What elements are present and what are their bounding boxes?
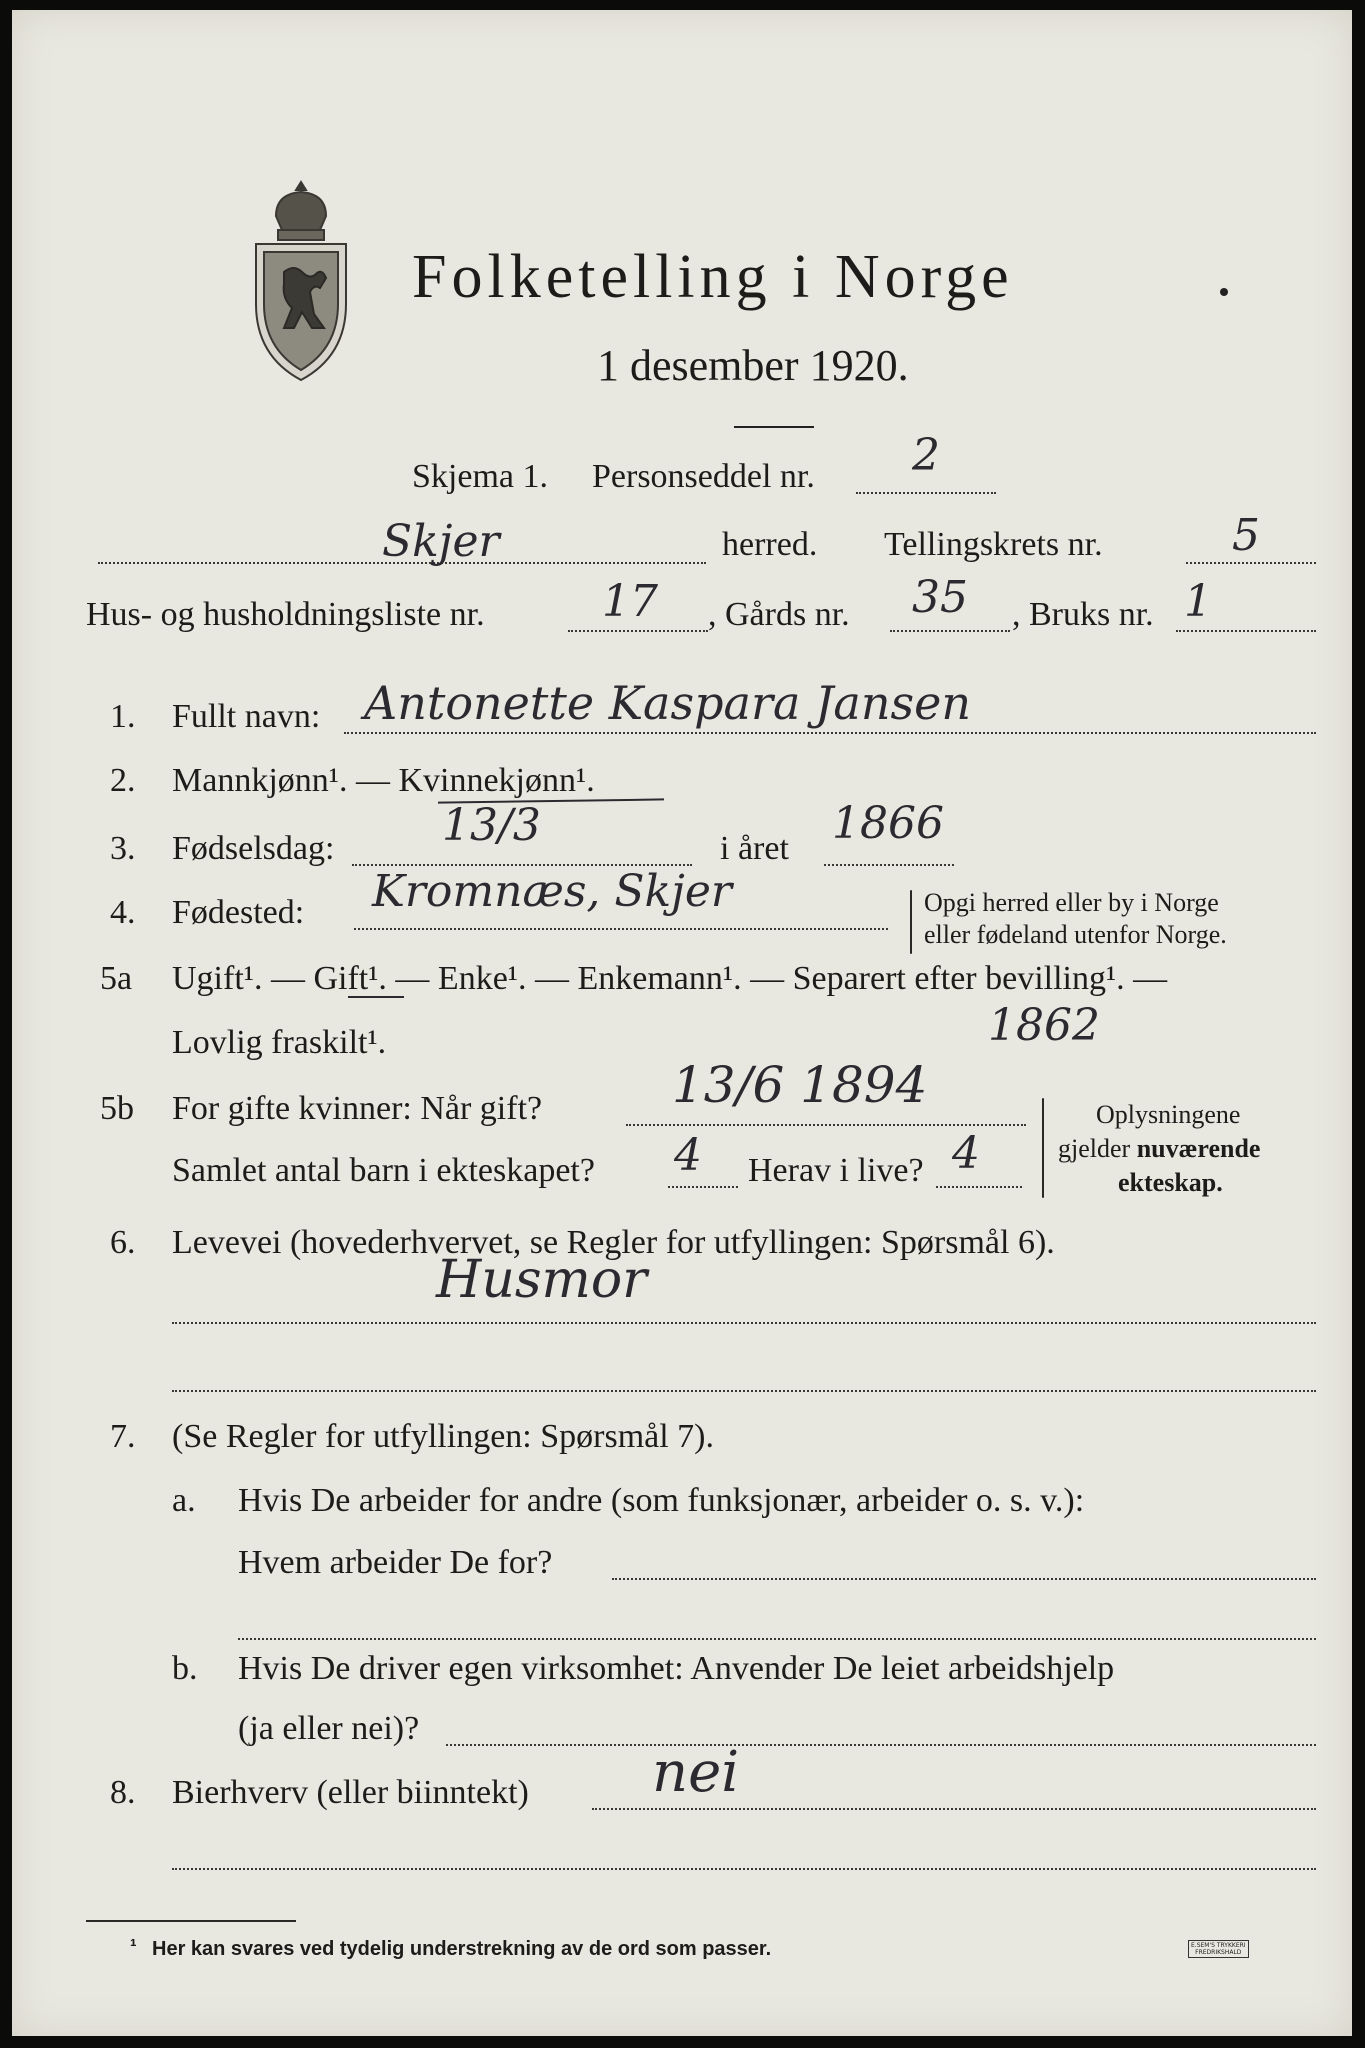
birth-year-value[interactable]: 1866 — [832, 798, 944, 849]
q6-number: 6. — [110, 1224, 136, 1261]
bruks-value[interactable]: 1 — [1184, 576, 1212, 627]
bruks-line — [1176, 630, 1316, 632]
birthplace-value[interactable]: Kromnæs, Skjer — [372, 866, 732, 917]
footnote-mark: ¹ — [130, 1936, 137, 1958]
q1-number: 1. — [110, 698, 136, 735]
q6-label: Levevei (hovederhvervet, se Regler for utfyllingen: Spørsmål 6). — [172, 1224, 1055, 1261]
q7b-text-2: (ja eller nei)? — [238, 1710, 420, 1747]
q7a-line-2[interactable] — [238, 1638, 1316, 1640]
gards-line — [890, 630, 1010, 632]
footnote-rule — [86, 1920, 296, 1922]
q2-number: 2. — [110, 762, 136, 799]
form-title: Folketelling i Norge — [412, 243, 1014, 311]
q5b-note-3: ekteskap. — [1118, 1168, 1223, 1197]
gards-value[interactable]: 35 — [912, 572, 968, 623]
q7a-text-2: Hvem arbeider De for? — [238, 1544, 553, 1581]
footnote-text: Her kan svares ved tydelig understrekning av de ord som passer. — [152, 1938, 772, 1960]
tellingskrets-label: Tellingskrets nr. — [884, 526, 1103, 563]
q7a-line-1[interactable] — [612, 1578, 1316, 1580]
q5b-alive-label: Herav i live? — [748, 1152, 924, 1189]
q3-year-label: i året — [720, 830, 789, 867]
q3-year-line — [824, 864, 954, 866]
personseddel-label: Personseddel nr. — [592, 458, 815, 495]
tellingskrets-value[interactable]: 5 — [1232, 510, 1260, 561]
census-form-page — [12, 10, 1352, 2036]
full-name-value[interactable]: Antonette Kaspara Jansen — [364, 676, 971, 730]
q4-note-2: eller fødeland utenfor Norge. — [924, 920, 1227, 949]
q8-line — [592, 1808, 1316, 1810]
q7a-letter: a. — [172, 1482, 196, 1519]
q5a-status-options: Ugift¹. — Gift¹. — Enke¹. — Enkemann¹. — Separert efter bevilling¹. — — [172, 960, 1168, 997]
q6-line-2 — [172, 1390, 1316, 1392]
q5b-married-line — [626, 1124, 1026, 1126]
children-alive-value[interactable]: 4 — [952, 1128, 980, 1179]
q4-line — [354, 928, 888, 930]
q8-number: 8. — [110, 1774, 136, 1811]
q5b-alive-line — [936, 1186, 1022, 1188]
q5b-married-label: For gifte kvinner: Når gift? — [172, 1090, 543, 1127]
form-date: 1 desember 1920. — [597, 341, 909, 390]
herred-label: herred. — [722, 526, 818, 563]
q5b-children-label: Samlet antal barn i ekteskapet? — [172, 1152, 595, 1189]
birthday-value[interactable]: 13/3 — [442, 800, 541, 851]
q4-number: 4. — [110, 894, 136, 931]
q8-line-2 — [172, 1868, 1316, 1870]
tellingskrets-line — [1186, 562, 1316, 564]
herred-value[interactable]: Skjer — [382, 516, 500, 567]
q8-label: Bierhverv (eller biinntekt) — [172, 1774, 529, 1811]
q5b-note-2: gjelder nuværende — [1058, 1134, 1261, 1163]
q6-line-1 — [172, 1322, 1316, 1324]
children-total-value[interactable]: 4 — [674, 1130, 702, 1181]
marriage-date-value[interactable]: 13/6 1894 — [672, 1056, 928, 1114]
bruks-label: , Bruks nr. — [1012, 596, 1154, 633]
q2-gender-options: Mannkjønn¹. — Kvinnekjønn¹. — [172, 762, 595, 799]
title-dot — [1220, 288, 1228, 296]
q1-label: Fullt navn: — [172, 698, 321, 735]
q5a-handwritten-note[interactable]: 1862 — [988, 1000, 1100, 1051]
husliste-line — [568, 630, 708, 632]
occupation-value[interactable]: Husmor — [436, 1250, 647, 1310]
q4-brace — [910, 890, 912, 954]
title-divider — [734, 426, 814, 428]
gards-label: , Gårds nr. — [708, 596, 850, 633]
q4-note-1: Opgi herred eller by i Norge — [924, 888, 1219, 917]
q3-label: Fødselsdag: — [172, 830, 335, 867]
side-income-value[interactable]: nei — [652, 1740, 740, 1805]
q5a-status-options-2: Lovlig fraskilt¹. — [172, 1024, 387, 1061]
husliste-value[interactable]: 17 — [602, 576, 658, 627]
gift-underline — [348, 996, 404, 998]
q7-number: 7. — [110, 1418, 136, 1455]
personseddel-value[interactable]: 2 — [912, 430, 940, 481]
q1-line — [344, 732, 1316, 734]
printer-stamp: E.SEM'S TRYKKERI FREDRIKSHALD — [1188, 1940, 1249, 1958]
q7-label: (Se Regler for utfyllingen: Spørsmål 7). — [172, 1418, 715, 1455]
q5b-note-1: Oplysningene — [1096, 1100, 1241, 1129]
schema-label: Skjema 1. — [412, 458, 548, 495]
q5b-brace — [1042, 1098, 1044, 1198]
q7a-text: Hvis De arbeider for andre (som funksjonær, arbeider o. s. v.): — [238, 1482, 1085, 1519]
q3-number: 3. — [110, 830, 136, 867]
q5b-children-line — [668, 1186, 738, 1188]
personseddel-line — [856, 492, 996, 494]
husliste-label: Hus- og husholdningsliste nr. — [86, 596, 485, 633]
coat-of-arms-icon — [248, 176, 354, 386]
q4-label: Fødested: — [172, 894, 305, 931]
q5b-number: 5b — [100, 1090, 134, 1127]
q7b-letter: b. — [172, 1650, 198, 1687]
q7b-line[interactable] — [446, 1744, 1316, 1746]
q5a-number: 5a — [100, 960, 133, 997]
q7b-text: Hvis De driver egen virksomhet: Anvender De leiet arbeidshjelp — [238, 1650, 1115, 1687]
